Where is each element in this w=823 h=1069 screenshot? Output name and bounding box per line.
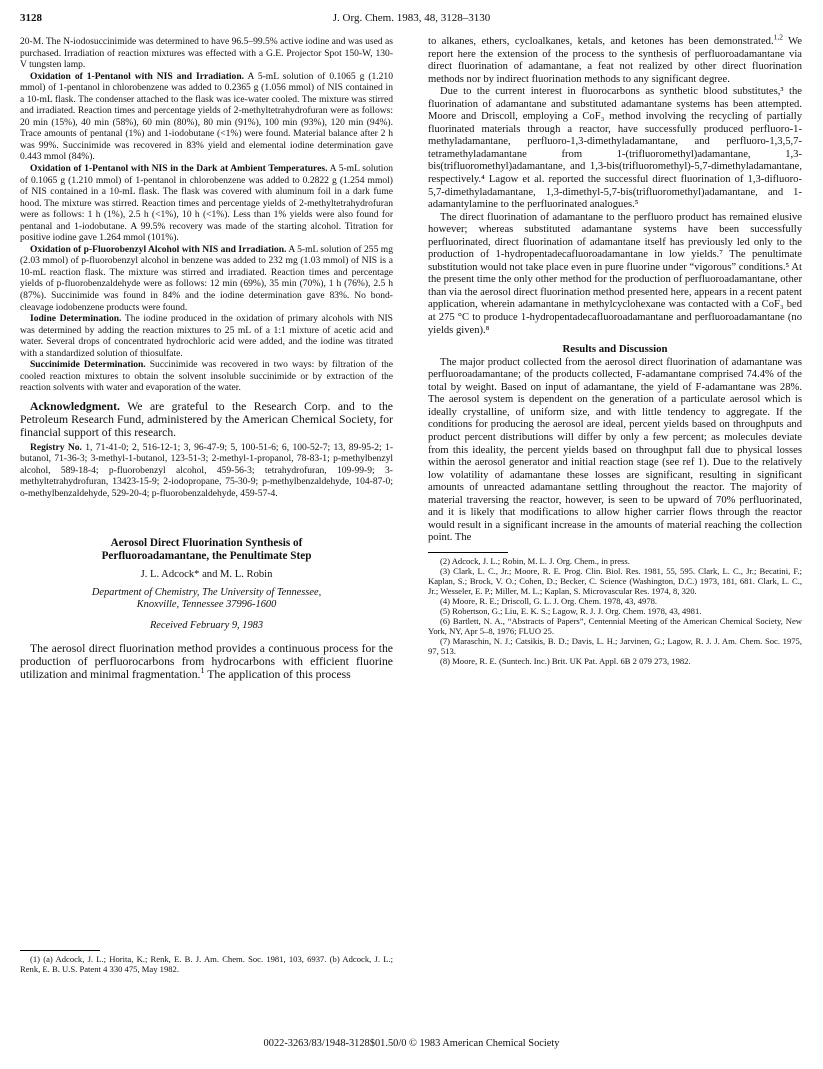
body-paragraph: The direct fluorination of adamantane to the perfluoro product has remained elusive however; whereas substituted adamantane systems have been successfully perfluorinated, direct fluorination of adamantane itself has previously led only to the production of 1-hydropentadecafluoroadamantane in low yields.⁷ The penultimate substitution would not take place even in pure fluorine under “vigorous” conditions.⁵ At the present time the only other method for the production of perfluoroadamantane, other than via the aerosol direct fluorination method presented here, appears in a recent patent application, wherein adamantane in methylcyclohexane was contacted with a CoF₃ bed at 275 °C to produce 1-hydropentadecafluoroadamantane and perfluoroadamantane (no yields given).⁸ xyxy=(428,211,802,336)
footnote: (3) Clark, L. C., Jr.; Moore, R. E. Prog. Clin. Biol. Res. 1981, 55, 595. Clark, L. C., Jr.; Becatini, F.; Kaplan, S.; Brock, V. O.; Cohen, D.; Becker, C. Science (Washington, D.C.) 1973, 181, 681. Clark, L. C., Jr.; Wesseler, E. P.; Miller, M. L.; Kaplan, S. Microvascular Res. 1974, 8, 320. xyxy=(428,565,802,596)
acknowledgment xyxy=(20,400,393,440)
experimental-intro: 20-M. The N-iodosuccinimide was determined to have 96.5–99.5% active iodine and was used as purchased. Irradiation of reaction mixtures was effected with a G.E. Projector Spot 150-W, 130-V tungsten lamp. xyxy=(20,36,393,71)
page-number: 3128 xyxy=(20,12,42,24)
footnote: (8) Moore, R. E. (Suntech. Inc.) Brit. UK Pat. Appl. 6B 2 079 273, 1982. xyxy=(440,655,691,666)
procedure-text: A 5-mL solution of 0.1065 g (1.210 mmol) of 1-pentanol in chlorobenzene was added to 0.2365 g (1.056 mmol) of NIS contained in a 10-mL flask. The condenser attached to the flask was ice-water cooled. The mixture was stirred and irradiated. Reaction times and percentage yields of 2-methyltetrahydrofuran were as follows: 20 min (15%), 40 min (58%), 60 min (80%), 80 min (91%), 100 min (93%), 120 min (94%). Trace amounts of pentanal (1%) and 1-iodobutane (<1%) were found. Material balance after 2 h was 99%. Succinimide was recovered in 83% yield and elemental iodine determination gave 0.443 mmol (84%). xyxy=(20,70,393,163)
procedure-text: A 5-mL solution of 0.1065 g (1.210 mmol) of 1-pentanol in chlorobenzene was added to 0.2822 g (1.254 mmol) of NIS contained in a 10-mL flask. The flask was covered with aluminum foil in a dark fume hood. The mixture was stirred. Reaction times and percentage yields of 2-methyltetrahydrofuran were as follows: 1 h (1%), 2.5 h (<1%), 10 h (<1%). Less than 1% yields were also found for pentanal and 1-iodobutane. A 99.5% recovery was made of the starting alcohol. Titration for positive iodine gave 1.264 mmol (101%). xyxy=(20,163,394,244)
body-text: We report here the extension of the process to the synthesis of perfluoroadamantane via direct fluorination of adamantane, a feat not realized by other direct fluorination methods nor by indirect fluorination methods to any significant degree. xyxy=(428,36,802,85)
section-heading: Results and Discussion xyxy=(562,343,668,356)
procedure-paragraph xyxy=(20,71,393,163)
article-title-line: Aerosol Direct Fluorination Synthesis of xyxy=(110,537,303,550)
author-affiliation xyxy=(20,587,393,612)
footnote: (1) (a) Adcock, J. L.; Horita, K.; Renk, E. B. J. Am. Chem. Soc. 1981, 103, 6937. (b) Adcock, J. L.; Renk, E. B. U.S. Patent 4 330 475, May 1982. xyxy=(20,954,393,974)
procedure-text: The iodine produced in the oxidation of primary alcohols with NIS was determined by adding the reaction mixtures to 25 mL of a 1:1 mixture of acetic acid and water. Several drops of concentrated hydrochloric acid were added, and the iodine was titrated with a standardized solution of thiosulfate. xyxy=(20,313,393,359)
procedure-paragraph xyxy=(20,163,393,244)
page-footer: 0022-3263/83/1948-3128$01.50/0 © 1983 American Chemical Society xyxy=(263,1038,560,1049)
left-footnotes xyxy=(20,944,393,974)
footnote-marker: 1 xyxy=(200,666,205,676)
right-footnotes xyxy=(428,552,802,666)
procedure-heading: Iodine Determination. xyxy=(30,313,122,325)
procedure-heading: Succinimide Determination. xyxy=(30,359,146,371)
article-title xyxy=(20,537,393,563)
footnote-divider xyxy=(428,552,508,553)
article-abstract xyxy=(20,642,393,681)
procedure-heading: Oxidation of 1-Pentanol with NIS and Irradiation. xyxy=(30,70,245,82)
body-text: to alkanes, ethers, cycloalkanes, ketals, and ketones has been demonstrated. xyxy=(428,36,774,47)
page-header xyxy=(20,12,803,28)
procedure-paragraph xyxy=(20,313,393,359)
footnote-divider xyxy=(20,950,100,951)
footnote: (6) Bartlett, N. A., “Abstracts of Papers”, Centennial Meeting of the American Chemical Society, New York, NY, Apr 5–8, 1976; FLUO 25. xyxy=(428,615,802,636)
procedure-paragraph xyxy=(20,244,393,313)
article-authors: J. L. Adcock* and M. L. Robin xyxy=(140,569,273,581)
footnote-marker: 1,2 xyxy=(773,32,783,42)
affiliation-line: Knoxville, Tennessee 37996-1600 xyxy=(136,599,277,611)
received-date: Received February 9, 1983 xyxy=(149,620,264,632)
procedure-heading: Oxidation of p-Fluorobenzyl Alcohol with NIS and Irradiation. xyxy=(30,243,287,255)
abstract-text: The application of this process xyxy=(204,668,351,682)
body-paragraph xyxy=(428,32,802,86)
footnote: (5) Robertson, G.; Liu, E. K. S.; Lagow, R. J. J. Org. Chem. 1978, 43, 4981. xyxy=(440,605,702,616)
acknowledgment-text: We are grateful to the Research Corp. and to the Petroleum Research Fund, administered by the American Chemical Society, for financial support of this research. xyxy=(20,399,393,440)
footnote: (4) Moore, R. E.; Driscoll, G. L. J. Org. Chem. 1978, 43, 4978. xyxy=(440,595,658,606)
registry-text: 1, 71-41-0; 2, 516-12-1; 3, 96-47-9; 5, 100-51-6; 6, 100-52-7; 13, 89-95-2; 1-butanol, 71-36-3; 3-methyl-1-butanol, 123-51-3; 2-methyl-1-propanol, 78-83-1; p-methylbenzyl alcohol, 589-18-4; p-fluorobenzyl alcohol, 459-56-3; tetrahydrofuran, 109-99-9; 3-methyltetrahydrofuran, 13423-15-9; 2-iodopropane, 75-30-9; p-methylbenzaldehyde, 104-87-0; o-methylbenzaldehyde, 529-20-4; p-fluorobenzaldehyde, 459-57-4. xyxy=(20,441,393,499)
journal-citation: J. Org. Chem. 1983, 48, 3128–3130 xyxy=(332,12,491,24)
affiliation-line: Department of Chemistry, The University of Tennessee, xyxy=(91,586,322,598)
procedure-text: A 5-mL solution of 255 mg (2.03 mmol) of p-fluorobenzyl alcohol in benzene was added to 232 mg (1.03 mmol) of NIS is a 10-mL reaction flask. The mixture was stirred and irradiated. Reaction times and percentage yields of p-fluorobenzaldehyde were as follows: 12 min (69%), 35 min (70%), 1 h (76%), 2.5 h (87%). Succinimide was found in 84% and the iodine determination gave 83%. No bond-cleavage iodobenzene products were found. xyxy=(20,243,393,313)
registry-heading: Registry No. xyxy=(30,441,82,453)
footnote: (2) Adcock, J. L.; Robin, M. L. J. Org. Chem., in press. xyxy=(440,555,630,566)
procedure-text: Succinimide was recovered in two ways: by filtration of the cooled reaction mixtures to obtain the solvent insoluble succinimide or by extraction of the reaction solvents with water and evaporation of the water. xyxy=(20,359,393,394)
body-paragraph: The major product collected from the aerosol direct fluorination of adamantane was perfluoroadamantane; of the products collected, F-adamantane comprised 74.4% of the total by weight. Based on input of adamantane, the yield of F-adamantane was 28%. The aerosol system is dependent on the generation of a particulate aerosol which is ideally crystalline, of uniform size, and with little tendency to aggregate. If the conditions for producing the aerosol are ideal, percent yields based on throughputs and product percent distributions will differ by only a few percent; as molecules deviate from this ideality, the percent yields based on throughput fall due to physical losses within the aerosol generator and initial reaction stage (see ref 1). Due to the relatively low volatility of adamantane these losses are significant, resulting in significant amounts of unreacted adamantane settling throughout the reactor. The majority of material traversing the reactor, however, is seen to be upward of 70% perfluorinated, and it is likely that modifications to allow higher carrier flows through the reactor would result in a significant increase in the amounts of material reaching the collection point. The xyxy=(428,356,802,544)
procedure-paragraph xyxy=(20,359,393,394)
left-column xyxy=(20,36,394,974)
right-column xyxy=(428,32,802,666)
footnote: (7) Maraschin, N. J.; Catsikis, B. D.; Davis, L. H.; Jarvinen, G.; Lagow, R. J. J. Am. Chem. Soc. 1975, 97, 513. xyxy=(428,635,802,656)
body-paragraph: Due to the current interest in fluorocarbons as synthetic blood substitutes,³ the fluorination of adamantane and substituted adamantane systems has been attempted. Moore and Driscoll, employing a CoF₃ method involving the recycling of partially fluorinated materials through a reactor, have successfully produced perfluoro-1-methyladamantane, perfluoro-1,3-dimethyladamantane, and perfluoro-1,3,5,7-tetramethyladamantane from 1-(trifluoromethyl)adamantane, 1,3-bis(trifluoromethyl)adamantane, and 1,3-bis(trifluoromethyl)-5,7-dimethyladamantane, respectively.⁴ Lagow et al. reported the successful direct fluorination of 1,3-difluoro-5,7-dimethyladamantane, 1,3-dimethyl-5,7-bis(trifluoromethyl)adamantane, and 1-adamantylamine to the perfluorinated analogues.⁵ xyxy=(428,86,802,211)
abstract-text: The aerosol direct fluorination method provides a continuous process for the production of perfluorocarbons from hydrocarbons with efficient fluorine utilization and minimal fragmentation. xyxy=(20,641,393,682)
acknowledgment-heading: Acknowledgment. xyxy=(30,399,120,413)
registry-numbers xyxy=(20,442,393,500)
procedure-heading: Oxidation of 1-Pentanol with NIS in the Dark at Ambient Temperatures. xyxy=(30,163,328,175)
article-title-line: Perfluoroadamantane, the Penultimate Step xyxy=(101,550,312,563)
